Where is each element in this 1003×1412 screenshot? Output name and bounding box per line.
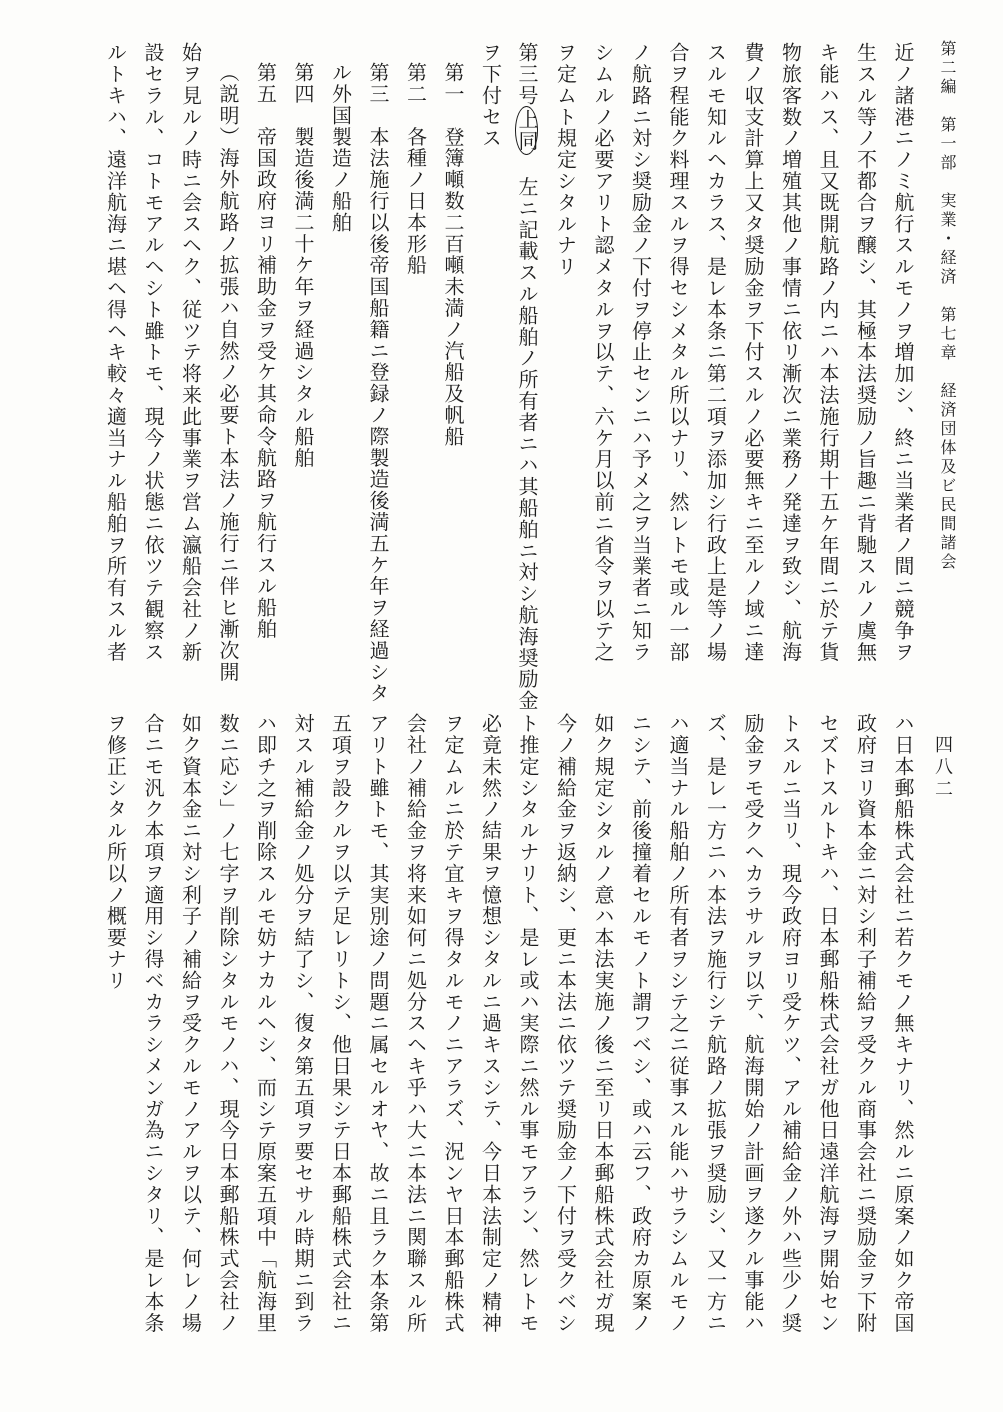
text-line: ズ、是レ一方ニハ本法ヲ施行シテ航路ノ拡張ヲ奨励シ、又一方ニ xyxy=(703,713,728,1334)
text-line: 生スル等ノ不都合ヲ醸シ、其極本法奨励ノ旨趣ニ背馳スルノ虞無 xyxy=(853,42,878,663)
text-line: ヲ定ムト規定シタルナリ xyxy=(553,42,578,278)
text-line: 励金ヲモ受クヘカラサルヲ以テ、航海開始ノ計画ヲ遂クル事能ハ xyxy=(741,713,765,1334)
text-line: アリト雖トモ、其実別途ノ問題ニ属セルオヤ、故ニ且ラク本条第 xyxy=(366,713,390,1334)
same-as-above-mark: 上同 xyxy=(515,106,538,155)
text-line: トスルニ当リ、現今政府ヨリ受ケツ、アル補給金ノ外ハ些少ノ奨 xyxy=(778,713,803,1334)
text-line: ハ日本郵船株式会社ニ若クモノ無キナリ、然ルニ原案ノ如ク帝国 xyxy=(891,713,915,1334)
text-line: 物旅客数ノ増殖其他ノ事情ニ依リ漸次ニ業務ノ発達ヲ致シ、航海 xyxy=(778,42,803,663)
text-line: ル外国製造ノ船舶 xyxy=(328,62,353,234)
text-line: セズトスルトキハ、日本郵船株式会社ガ他日遠洋航海ヲ開始セン xyxy=(816,713,840,1334)
article-number: 第三号 xyxy=(515,42,539,107)
text-line: 如ク資本金ニ対シ利子ノ補給ヲ受クルモノアルヲ以テ、何レノ場 xyxy=(178,713,203,1334)
text-line: 今ノ補給金ヲ返納シ、更ニ本法ニ依ツテ奨励金ノ下付ヲ受クベシ xyxy=(553,713,578,1334)
text-line: 第四 製造後満二十ケ年ヲ経過シタル船舶 xyxy=(291,62,315,469)
text-line: 合ヲ程能ク料理スルヲ得セシメタル所以ナリ、然レトモ或ル一部 xyxy=(666,42,690,663)
text-line: ヲ修正シタル所以ノ概要ナリ xyxy=(103,713,128,992)
text-line: ノ航路ニ対シ奨励金ノ下付ヲ停止センニハ予メ之ヲ当業者ニ知ラ xyxy=(628,42,653,663)
text-line: 対スル補給金ノ処分ヲ結了シ、復タ第五項ヲ要セサル時期ニ到ラ xyxy=(291,713,315,1334)
text-line: 数ニ応シ」ノ七字ヲ削除シタルモノハ、現今日本郵船株式会社ノ xyxy=(216,713,240,1334)
text-line: 始ヲ見ルノ時ニ会スヘク、従ツテ将来此事業ヲ営ム瀛船会社ノ新 xyxy=(178,42,203,663)
text-line: 五項ヲ設クルヲ以テ足レリトシ、他日果シテ日本郵船株式会社ニ xyxy=(328,713,353,1334)
text-line: ハ適当ナル船舶ノ所有者ヲシテ之ニ従事スル能ハサラシムルモノ xyxy=(666,713,690,1334)
text-line: 第五 帝国政府ヨリ補助金ヲ受ケ其命令航路ヲ航行スル船舶 xyxy=(253,62,278,640)
text-line: 費ノ収支計算上又タ奨励金ヲ下付スルノ必要無キニ至ルノ域ニ達 xyxy=(741,42,765,663)
running-head: 第二編 第一部 実業・経済 第七章 経済団体及ビ民間諸会 xyxy=(938,40,957,572)
text-line: ヲ定ムルニ於テ宜キヲ得タルモノニアラズ、況ンヤ日本郵船株式 xyxy=(441,713,465,1334)
article-text: 左ニ記載スル船舶ノ所有者ニハ其船舶ニ対シ航海奨励金 xyxy=(515,176,539,712)
text-line: 第一 登簿噸数二百噸未満ノ汽船及帆船 xyxy=(441,62,465,448)
article-heading-line xyxy=(501,42,539,711)
page-number: 四八二 xyxy=(932,735,953,801)
text-line: 必竟未然ノ結果ヲ憶想シタルニ過キスシテ、今日本法制定ノ精神 xyxy=(478,713,503,1334)
text-line: 会社ノ補給金ヲ将来如何ニ処分スヘキ乎ハ大ニ本法ニ関聯スル所 xyxy=(403,713,428,1334)
text-line: ハ即チ之ヲ削除スルモ妨ナカルヘシ、而シテ原案五項中「航海里 xyxy=(253,713,278,1334)
text-line: 政府ヨリ資本金ニ対シ利子補給ヲ受クル商事会社ニ奨励金ヲ下附 xyxy=(853,713,878,1334)
text-line: （説明）海外航路ノ拡張ハ自然ノ必要ト本法ノ施行ニ伴ヒ漸次開 xyxy=(216,62,240,683)
text-line: 設セラル、コトモアルヘシト雖トモ、現今ノ状態ニ依ツテ観察ス xyxy=(141,42,165,663)
text-line: ルトキハ、遠洋航海ニ堪ヘ得ヘキ較々適当ナル船舶ヲ所有スル者 xyxy=(103,42,128,663)
text-line: 合ニモ汎ク本項ヲ適用シ得ベカラシメンガ為ニシタリ、是レ本条 xyxy=(141,713,165,1334)
text-line: シムルノ必要アリト認メタルヲ以テ、六ケ月以前ニ省令ヲ以テ之 xyxy=(591,42,615,663)
text-line: 近ノ諸港ニノミ航行スルモノヲ増加シ、終ニ当業者ノ間ニ競争ヲ xyxy=(891,42,915,663)
text-line: スルモ知ルヘカラス、是レ本条ニ第二項ヲ添加シ行政上是等ノ場 xyxy=(703,42,728,663)
text-line: ヲ下付セス xyxy=(478,42,503,149)
text-line: ト推定シタルナリト、是レ或ハ実際ニ然ル事モアラン、然レトモ xyxy=(516,713,540,1334)
lower-text-block xyxy=(43,713,913,1353)
text-line: キ能ハス、且又既開航路ノ内ニハ本法施行期十五ケ年間ニ於テ貨 xyxy=(816,42,840,663)
text-line: 第二 各種ノ日本形船 xyxy=(403,62,428,276)
text-line: ニシテ、前後撞着セルモノト謂フベシ、或ハ云フ、政府カ原案ノ xyxy=(628,713,653,1334)
upper-text-block xyxy=(43,42,915,712)
text-line: 如ク規定シタルノ意ハ本法実施ノ後ニ至リ日本郵船株式会社ガ現 xyxy=(591,713,615,1334)
text-line: 第三 本法施行以後帝国船籍ニ登録ノ際製造後満五ケ年ヲ経過シタ xyxy=(366,62,390,704)
